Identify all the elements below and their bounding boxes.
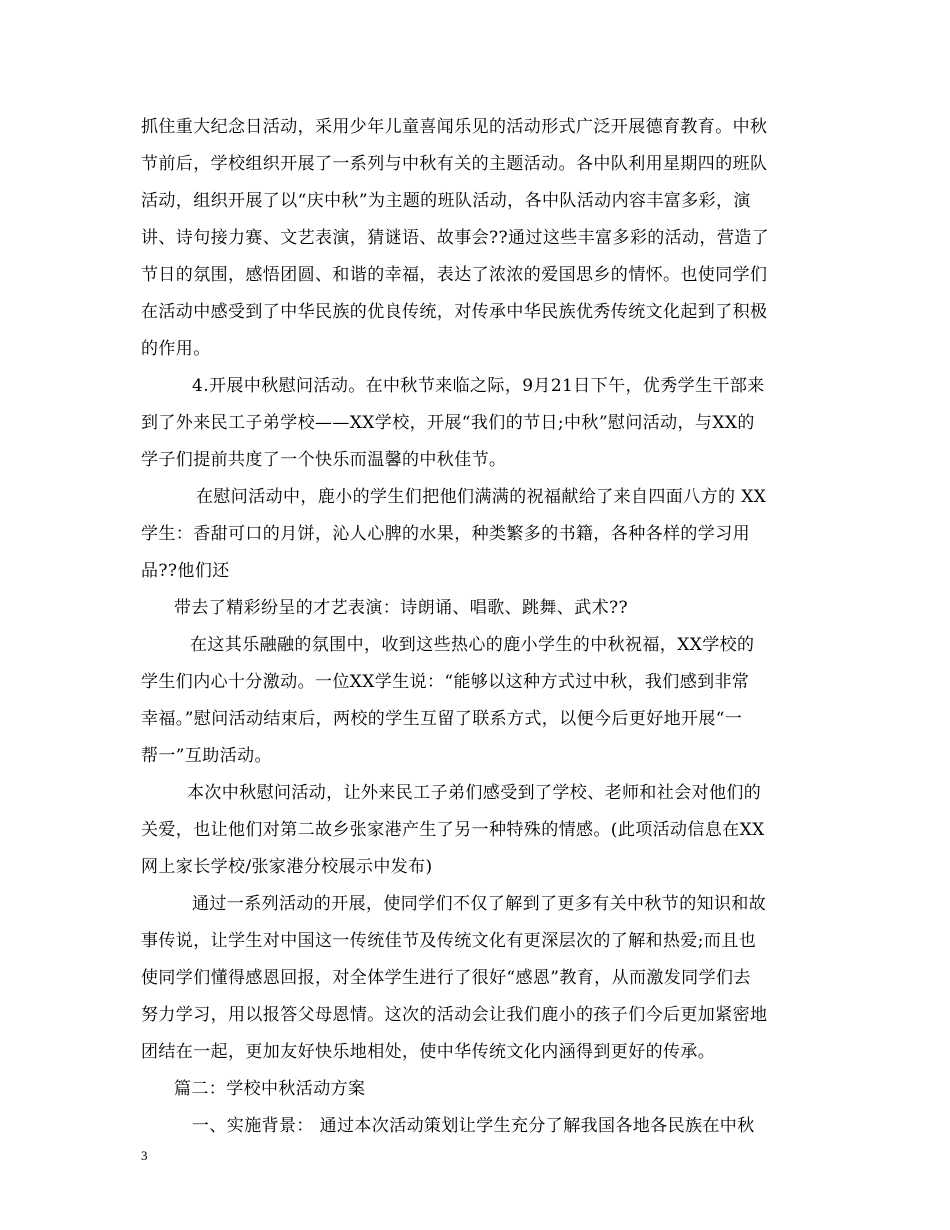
text-line: 帮一”互助活动。 xyxy=(141,746,272,766)
text-line: 抓住重大纪念日活动，采用少年儿童喜闻乐见的活动形式广泛开展德育教育。中秋 xyxy=(141,117,768,137)
text-line: 学子们提前共度了一个快乐而温馨的中秋佳节。 xyxy=(141,450,507,470)
text-line: 讲、诗句接力赛、文艺表演，猜谜语、故事会??通过这些丰富多彩的活动，营造了 xyxy=(141,228,770,248)
text-line: 到了外来民工子弟学校——XX学校，开展“我们的节日;中秋”慰问活动，与XX的 xyxy=(141,413,755,433)
text-line: 在活动中感受到了中华民族的优良传统，对传承中华民族优秀传统文化起到了积极 xyxy=(141,302,768,322)
text-line: 学生们内心十分激动。一位XX学生说：“能够以这种方式过中秋，我们感到非常 xyxy=(141,672,750,692)
text-line: 网上家长学校/张家港分校展示中发布) xyxy=(141,857,433,877)
text-line: 努力学习，用以报答父母恩情。这次的活动会让我们鹿小的孩子们今后更加紧密地 xyxy=(141,1005,768,1025)
text-line: 本次中秋慰问活动，让外来民工子弟们感受到了学校、老师和社会对他们的 xyxy=(187,783,762,803)
text-line: 通过一系列活动的开展，使同学们不仅了解到了更多有关中秋节的知识和故 xyxy=(192,894,767,914)
text-line: 一、实施背景： 通过本次活动策划让学生充分了解我国各地各民族在中秋 xyxy=(192,1116,755,1136)
text-line: 的作用。 xyxy=(141,339,211,359)
text-line: 节前后，学校组织开展了一系列与中秋有关的主题活动。各中队利用星期四的班队 xyxy=(141,154,768,174)
text-line: 带去了精彩纷呈的才艺表演：诗朗诵、唱歌、跳舞、武术?? xyxy=(174,598,629,618)
text-line: 团结在一起，更加友好快乐地相处，使中华传统文化内涵得到更好的传承。 xyxy=(141,1042,716,1062)
text-line: 4.开展中秋慰问活动。在中秋节来临之际，9月21日下午，优秀学生干部来 xyxy=(192,376,765,396)
section-heading: 篇二：学校中秋活动方案 xyxy=(174,1079,366,1099)
page-number: 3 xyxy=(141,1148,148,1163)
text-line: 在这其乐融融的氛围中，收到这些热心的鹿小学生的中秋祝福，XX学校的 xyxy=(190,635,755,655)
text-line: 关爱，也让他们对第二故乡张家港产生了另一种特殊的情感。(此项活动信息在XX xyxy=(141,820,765,840)
text-line: 活动，组织开展了以“庆中秋”为主题的班队活动，各中队活动内容丰富多彩，演 xyxy=(141,191,751,211)
text-line: 学生：香甜可口的月饼，沁人心脾的水果，种类繁多的书籍，各种各样的学习用 xyxy=(141,524,750,544)
text-line: 幸福。”慰问活动结束后，两校的学生互留了联系方式，以便今后更好地开展“一 xyxy=(141,709,743,729)
text-line: 使同学们懂得感恩回报，对全体学生进行了很好“感恩”教育，从而激发同学们去 xyxy=(141,968,751,988)
text-line: 事传说，让学生对中国这一传统佳节及传统文化有更深层次的了解和热爱;而且也 xyxy=(141,931,757,951)
text-line: 节日的氛围，感悟团圆、和谐的幸福，表达了浓浓的爱国思乡的情怀。也使同学们 xyxy=(141,265,768,285)
text-line: 品??他们还 xyxy=(141,561,230,581)
text-line: 在慰问活动中，鹿小的学生们把他们满满的祝福献给了来自四面八方的 XX xyxy=(196,487,767,507)
